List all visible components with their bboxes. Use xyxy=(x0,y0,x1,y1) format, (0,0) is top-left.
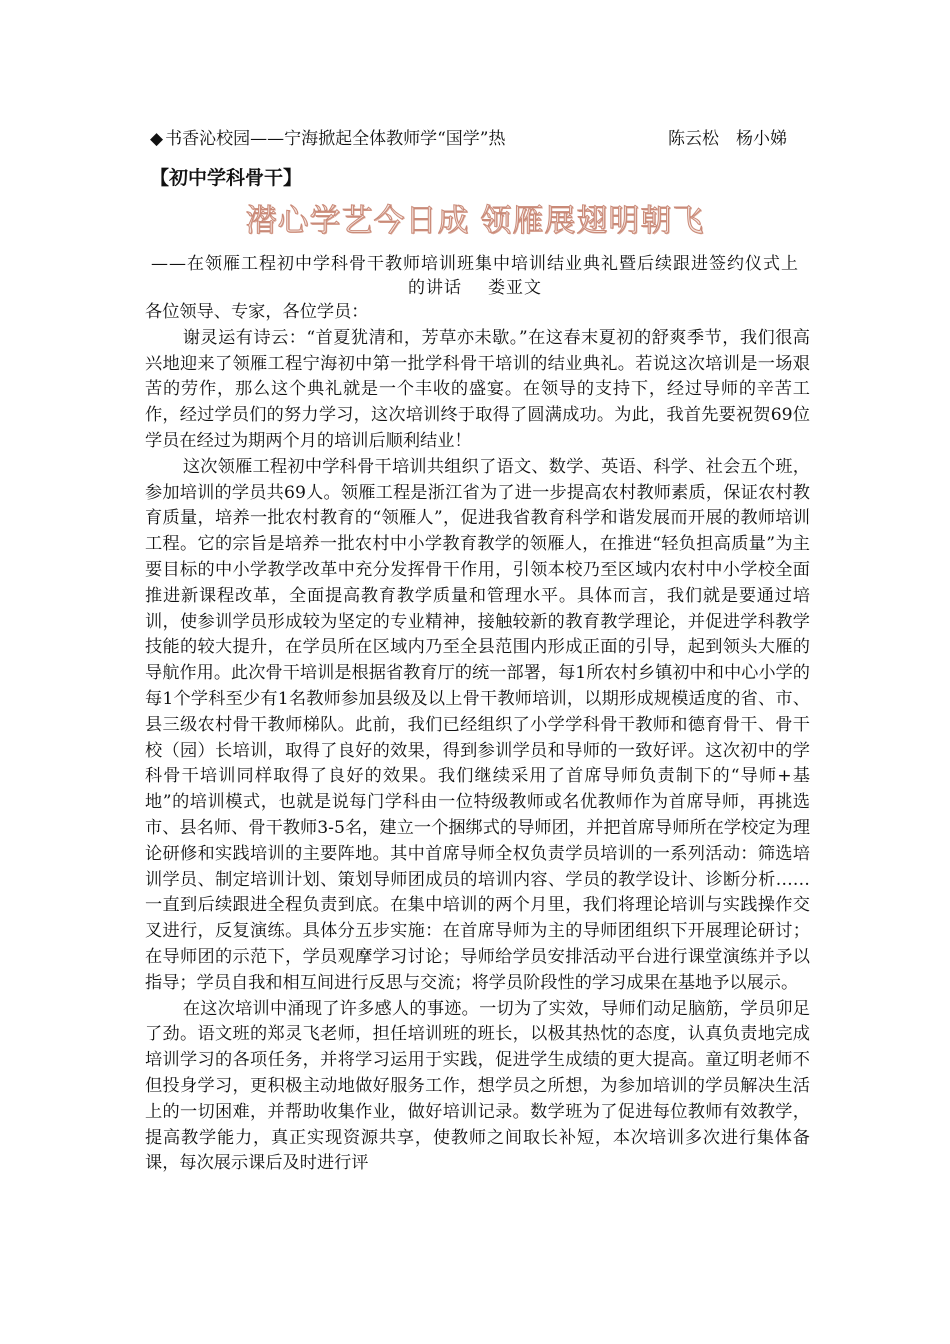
speaker-name: 娄亚文 xyxy=(488,278,542,298)
salutation: 各位领导、专家，各位学员： xyxy=(145,302,369,322)
article-body xyxy=(145,300,810,1177)
header-authors: 陈云松 杨小娣 xyxy=(668,129,787,149)
subtitle-text: ——在领雁工程初中学科骨干教师培训班集中培训结业典礼暨后续跟进签约仪式上的讲话 xyxy=(151,254,799,298)
body-paragraph-3: 在这次培训中涌现了许多感人的事迹。一切为了实效，导师们动足脑筋，学员卯足了劲。语文班的郑灵飞老师，担任培训班的班长，以极其热忱的态度，认真负责地完成培训学习的各项任务，并将学习运用于实践，促进学生成绩的更大提高。童辽明老师不但投身学习，更积极主动地做好服务工作，想学员之所想，为参加培训的学员解决生活上的一切困难，并帮助收集作业，做好培训记录。数学班为了促进每位教师有效教学，提高教学能力，真正实现资源共享，使教师之间取长补短，本次培训多次进行集体备课，每次展示课后及时进行评 xyxy=(145,998,810,1174)
article-title: 潜心学艺今日成 领雁展翅明朝飞 xyxy=(245,203,705,239)
diamond-bullet-icon: ◆ xyxy=(150,129,164,149)
newsletter-header xyxy=(150,127,810,151)
article-subtitle xyxy=(150,252,800,300)
body-paragraph-2: 这次领雁工程初中学科骨干培训共组织了语文、数学、英语、科学、社会五个班，参加培训的学员共69人。领雁工程是浙江省为了进一步提高农村教师素质，保证农村教育质量，培养一批农村教育的“领雁人”，促进我省教育科学和谐发展而开展的教师培训工程。它的宗旨是培养一批农村中小学教育教学的领雁人，在推进“轻负担高质量”为主要目标的中小学教学改革中充分发挥骨干作用，引领本校乃至区域内农村中小学校全面推进新课程改革，全面提高教育教学质量和管理水平。具体而言，我们就是要通过培训，使参训学员形成较为坚定的专业精神，接触较新的教育教学理论，并促进学科教学技能的较大提升，在学员所在区域内乃至全县范围内形成正面的引导，起到领头大雁的导航作用。此次骨干培训是根据省教育厅的统一部署，每1所农村乡镇初中和中心小学的每1个学科至少有1名教师参加县级及以上骨干教师培训，以期形成规模适度的省、市、县三级农村骨干教师梯队。此前，我们已经组织了小学学科骨干教师和德育骨干、骨干校（园）长培训，取得了良好的效果，得到参训学员和导师的一致好评。这次初中的学科骨干培训同样取得了良好的效果。我们继续采用了首席导师负责制下的“导师+基地”的培训模式，也就是说每门学科由一位特级教师或名优教师作为首席导师，再挑选市、县名师、骨干教师3-5名，建立一个捆绑式的导师团，并把首席导师所在学校定为理论研修和实践培训的主要阵地。其中首席导师全权负责学员培训的一系列活动：筛选培训学员、制定培训计划、策划导师团成员的培训内容、学员的教学设计、诊断分析……一直到后续跟进全程负责到底。在集中培训的两个月里，我们将理论培训与实践操作交叉进行，反复演练。具体分五步实施：在首席导师为主的导师团组织下开展理论研讨；在导师团的示范下，学员观摩学习讨论；导师给学员安排活动平台进行课堂演练并予以指导；学员自我和相互间进行反思与交流；将学员阶段性的学习成果在基地予以展示。 xyxy=(145,456,810,993)
body-paragraph-1: 谢灵运有诗云：“首夏犹清和，芳草亦未歇。”在这春末夏初的舒爽季节，我们很高兴地迎来了领雁工程宁海初中第一批学科骨干培训的结业典礼。若说这次培训是一场艰苦的劳作，那么这个典礼就是一个丰收的盛宴。在领导的支持下，经过导师的辛苦工作，经过学员们的努力学习，这次培训终于取得了圆满成功。为此，我首先要祝贺69位学员在经过为期两个月的培训后顺利结业！ xyxy=(145,327,810,451)
header-title: 书香沁校园——宁海掀起全体教师学“国学”热 xyxy=(165,129,506,149)
section-label: 【初中学科骨干】 xyxy=(150,167,303,189)
